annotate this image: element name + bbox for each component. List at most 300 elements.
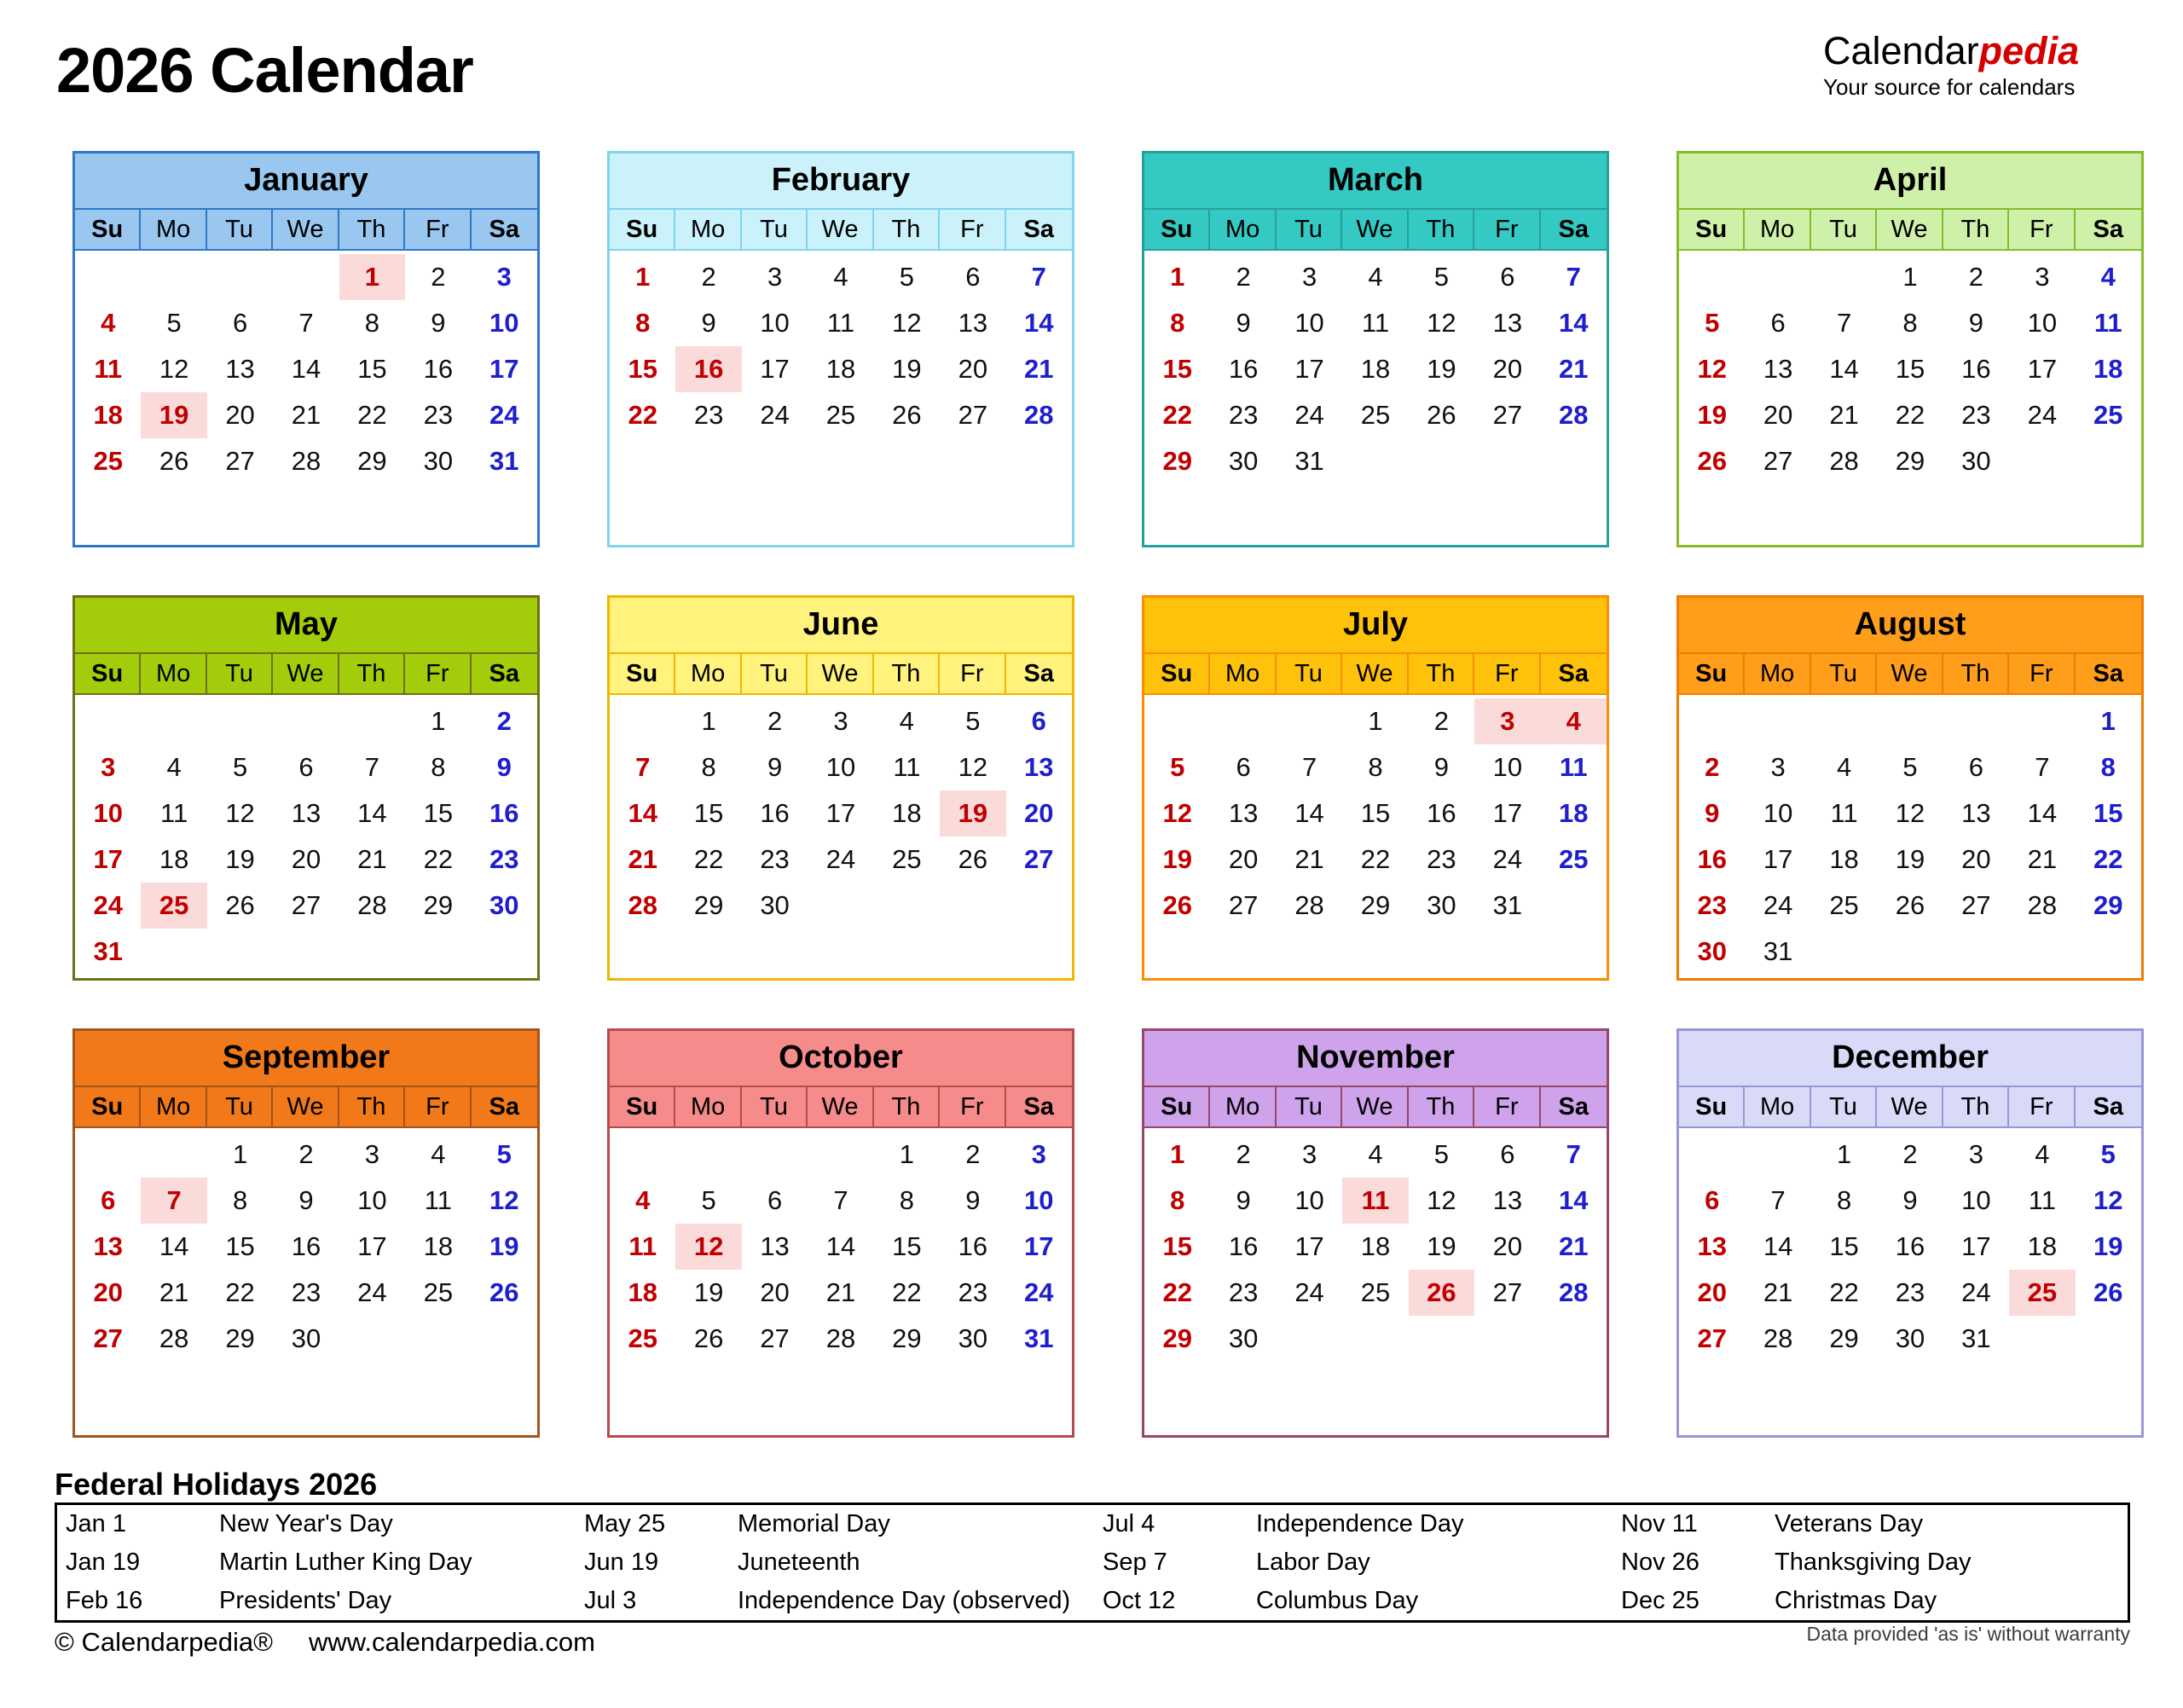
- date-cell: 17: [825, 798, 856, 828]
- weekday-label: We: [273, 654, 339, 693]
- date-cell: 8: [1368, 752, 1383, 782]
- date-cell: 15: [1360, 798, 1391, 828]
- date-cell: 16: [760, 798, 790, 828]
- weekday-label: Tu: [207, 654, 273, 693]
- date-cell: 13: [291, 798, 321, 828]
- weekday-label: Mo: [141, 210, 206, 249]
- date-cell: 7: [1566, 1139, 1581, 1169]
- date-cell: 7: [1301, 752, 1317, 782]
- weekday-label: We: [1877, 654, 1943, 693]
- date-cell: 4: [2100, 262, 2116, 292]
- date-cell: 6: [298, 752, 314, 782]
- date-cell: 18: [1559, 798, 1589, 828]
- date-cell: 10: [357, 1185, 387, 1215]
- month-title: January: [75, 153, 537, 210]
- weekday-label: Sa: [2093, 660, 2124, 687]
- date-cell: 5: [2100, 1139, 2116, 1169]
- month-title: June: [610, 598, 1072, 654]
- date-cell: 22: [225, 1277, 255, 1307]
- date-cell: 9: [1705, 798, 1720, 828]
- date-cell-empty: [141, 698, 206, 744]
- date-cell: 23: [1228, 400, 1259, 430]
- date-cell: 18: [93, 400, 123, 430]
- date-cell: 11: [424, 1185, 452, 1215]
- date-cell: 30: [958, 1323, 988, 1353]
- date-cell: 7: [141, 1178, 206, 1224]
- date-cell-empty: [1210, 698, 1276, 744]
- date-cell: 2: [767, 706, 783, 736]
- date-cell: 12: [2093, 1185, 2123, 1215]
- date-cell: 25: [93, 446, 123, 476]
- date-cell: 26: [1409, 1270, 1474, 1316]
- date-cell: 3: [1301, 1139, 1317, 1169]
- date-cell: 19: [2093, 1231, 2123, 1261]
- date-cell: 19: [940, 790, 1005, 837]
- weekday-row: [1144, 1087, 1607, 1128]
- weekday-label: Fr: [2009, 210, 2075, 249]
- federal-holidays-heading: Federal Holidays 2026: [55, 1467, 378, 1502]
- date-cell: 28: [2027, 890, 2058, 920]
- date-cell-empty: [1679, 254, 1745, 300]
- holiday-date: Dec 25: [1621, 1587, 1699, 1614]
- date-cell: 6: [232, 308, 248, 338]
- date-cell: 12: [1427, 1185, 1456, 1215]
- date-cell: 9: [701, 308, 716, 338]
- date-cell: 24: [489, 400, 519, 430]
- date-cell: 28: [628, 890, 657, 920]
- date-cell: 10: [93, 798, 123, 828]
- date-cell: 29: [1829, 1323, 1859, 1353]
- date-cell: 2: [1236, 262, 1251, 292]
- date-cell: 5: [1705, 308, 1720, 338]
- weekday-label: Su: [75, 210, 141, 249]
- holiday-name: Thanksgiving Day: [1775, 1549, 1972, 1576]
- weekday-label: Sa: [489, 660, 520, 687]
- month-may: [72, 595, 540, 981]
- date-cell: 19: [892, 354, 922, 384]
- weekday-label: Sa: [1023, 660, 1055, 687]
- date-cell-empty: [1811, 929, 1877, 975]
- date-cell: 20: [760, 1277, 790, 1307]
- date-cell: 17: [1024, 1231, 1054, 1261]
- date-cell: 3: [767, 262, 783, 292]
- date-cell: 6: [1968, 752, 1984, 782]
- date-cell: 28: [1294, 890, 1324, 920]
- weekday-row: [75, 654, 537, 695]
- date-cell: 27: [1697, 1323, 1727, 1353]
- date-cell: 18: [1360, 354, 1391, 384]
- date-cell: 17: [1961, 1231, 1991, 1261]
- date-cell: 22: [1162, 400, 1192, 430]
- date-cell: 11: [160, 798, 188, 828]
- date-cell: 22: [1360, 844, 1391, 874]
- date-cell: 7: [364, 752, 380, 782]
- date-cell: 21: [628, 844, 657, 874]
- date-cell-empty: [339, 929, 405, 975]
- date-cell: 19: [1697, 400, 1727, 430]
- date-cell: 26: [958, 844, 988, 874]
- footer-copyright: [55, 1627, 595, 1658]
- date-cell: 29: [1162, 1323, 1192, 1353]
- date-cell: 28: [159, 1323, 189, 1353]
- date-cell: 3: [1474, 698, 1540, 744]
- date-cell: 22: [1895, 400, 1925, 430]
- weekday-row: [1679, 1087, 2141, 1128]
- date-cell: 8: [431, 752, 446, 782]
- date-cell: 4: [833, 262, 848, 292]
- month-title: November: [1144, 1031, 1607, 1087]
- weekday-label: Fr: [940, 210, 1005, 249]
- date-cell: 4: [635, 1185, 651, 1215]
- date-cell: 14: [357, 798, 387, 828]
- holiday-date: Sep 7: [1103, 1549, 1167, 1576]
- date-cell: 30: [1895, 1323, 1925, 1353]
- date-cell-empty: [2009, 1316, 2075, 1362]
- weekday-label: We: [1342, 1087, 1408, 1126]
- date-cell: 10: [1961, 1185, 1991, 1215]
- date-cell: 22: [693, 844, 724, 874]
- date-cell: 6: [1500, 262, 1515, 292]
- weekday-label: Tu: [207, 1087, 273, 1126]
- weekday-label: Su: [610, 654, 675, 693]
- weekday-label: Fr: [1474, 210, 1540, 249]
- weekday-label: We: [1342, 654, 1408, 693]
- date-cell: 6: [1705, 1185, 1720, 1215]
- date-cell: 8: [364, 308, 380, 338]
- date-cell: 2: [1236, 1139, 1251, 1169]
- date-cell: 7: [635, 752, 651, 782]
- weekday-label: We: [273, 1087, 339, 1126]
- weekday-label: Fr: [940, 1087, 1005, 1126]
- date-cell: 23: [760, 844, 790, 874]
- date-cell: 17: [357, 1231, 387, 1261]
- date-cell: 25: [1360, 1277, 1391, 1307]
- holiday-name: Independence Day: [1256, 1510, 1464, 1537]
- month-august: [1676, 595, 2144, 981]
- date-cell: 25: [1829, 890, 1859, 920]
- holiday-name: Presidents' Day: [219, 1587, 392, 1614]
- date-cell: 30: [1961, 446, 1991, 476]
- date-cell: 27: [225, 446, 255, 476]
- weekday-label: Mo: [1745, 210, 1810, 249]
- month-december: [1676, 1028, 2144, 1438]
- date-cell: 11: [826, 308, 855, 338]
- holiday-name: Veterans Day: [1775, 1510, 1924, 1537]
- weekday-label: Sa: [489, 1093, 520, 1120]
- date-cell: 19: [693, 1277, 724, 1307]
- date-cell: 18: [2027, 1231, 2058, 1261]
- holiday-date: Nov 26: [1621, 1549, 1699, 1576]
- date-cell: 19: [225, 844, 255, 874]
- holiday-date: Jan 19: [66, 1549, 141, 1576]
- date-cell: 30: [1697, 936, 1727, 966]
- date-cell-empty: [1342, 1316, 1408, 1362]
- date-cell: 13: [958, 308, 988, 338]
- date-cell: 21: [2027, 844, 2058, 874]
- date-cell: 3: [1770, 752, 1786, 782]
- month-february: [607, 151, 1074, 547]
- date-cell: 4: [1368, 1139, 1383, 1169]
- weekday-label: Sa: [2093, 216, 2124, 243]
- date-cell: 29: [2093, 890, 2123, 920]
- date-cell: 25: [628, 1323, 657, 1353]
- date-cell: 13: [760, 1231, 790, 1261]
- weekday-label: Sa: [2093, 1093, 2124, 1120]
- website-link[interactable]: www.calendarpedia.com: [308, 1627, 595, 1657]
- date-cell: 13: [93, 1231, 123, 1261]
- date-cell: 21: [1559, 1231, 1589, 1261]
- date-cell-empty: [273, 254, 339, 300]
- date-cell: 4: [2035, 1139, 2050, 1169]
- logo-wordmark: [1823, 29, 2157, 73]
- date-cell-empty: [1409, 1316, 1474, 1362]
- date-cell: 1: [1170, 262, 1185, 292]
- date-cell: 12: [675, 1224, 741, 1270]
- date-cell: 27: [93, 1323, 123, 1353]
- date-cell: 24: [2027, 400, 2058, 430]
- date-cell: 21: [291, 400, 321, 430]
- holiday-name: Columbus Day: [1256, 1587, 1419, 1614]
- weekday-label: Th: [874, 654, 940, 693]
- logo-tagline: Your source for calendars: [1823, 74, 2076, 100]
- weekday-label: Fr: [2009, 654, 2075, 693]
- date-cell: 26: [159, 446, 189, 476]
- date-cell: 12: [1427, 308, 1456, 338]
- date-cell: 2: [1968, 262, 1984, 292]
- holiday-date: Jul 4: [1103, 1510, 1155, 1537]
- date-cell-empty: [808, 1132, 873, 1178]
- date-cell: 24: [1294, 1277, 1324, 1307]
- date-cell: 10: [1492, 752, 1523, 782]
- weekday-label: Sa: [1558, 1093, 1589, 1120]
- date-cell: 20: [291, 844, 321, 874]
- date-cell: 28: [1763, 1323, 1793, 1353]
- date-cell: 17: [1492, 798, 1523, 828]
- date-cell: 21: [357, 844, 387, 874]
- weekday-label: We: [1877, 1087, 1943, 1126]
- date-cell: 1: [1836, 1139, 1852, 1169]
- date-cell: 1: [1368, 706, 1383, 736]
- holiday-name: Martin Luther King Day: [219, 1549, 472, 1576]
- date-cell: 12: [159, 354, 189, 384]
- date-cell: 27: [1228, 890, 1259, 920]
- date-cell: 5: [1433, 1139, 1450, 1169]
- month-title: March: [1144, 153, 1607, 210]
- date-cell: 21: [159, 1277, 189, 1307]
- date-cell: 18: [2093, 354, 2123, 384]
- date-cell: 26: [892, 400, 922, 430]
- date-cell: 28: [1829, 446, 1859, 476]
- date-cell: 9: [965, 1185, 981, 1215]
- date-cell: 20: [1763, 400, 1793, 430]
- date-cell: 2: [431, 262, 446, 292]
- date-cell: 17: [489, 354, 519, 384]
- date-cell: 28: [357, 890, 387, 920]
- date-cell: 10: [2027, 308, 2058, 338]
- date-cell: 25: [2093, 400, 2123, 430]
- date-cell: 19: [1162, 844, 1192, 874]
- date-cell: 18: [423, 1231, 454, 1261]
- date-cell: 9: [298, 1185, 314, 1215]
- date-cell: 15: [892, 1231, 922, 1261]
- date-cell: 14: [1294, 798, 1324, 828]
- date-cell: 1: [1902, 262, 1918, 292]
- weekday-label: Tu: [1277, 210, 1342, 249]
- date-cell-empty: [339, 1316, 405, 1362]
- date-cell-empty: [472, 929, 537, 975]
- date-cell: 3: [1301, 262, 1317, 292]
- date-cell: 22: [1162, 1277, 1192, 1307]
- weekday-label: Tu: [1811, 1087, 1877, 1126]
- month-april: [1676, 151, 2144, 547]
- weekday-row: [75, 1087, 537, 1128]
- weekday-label: Su: [610, 210, 675, 249]
- date-cell-empty: [1745, 1132, 1810, 1178]
- date-cell: 29: [357, 446, 387, 476]
- date-cell: 7: [2035, 752, 2050, 782]
- weekday-label: Tu: [1277, 654, 1342, 693]
- date-cell: 31: [1024, 1323, 1054, 1353]
- weekday-label: Th: [1409, 1087, 1474, 1126]
- dates-grid: [1679, 251, 2141, 484]
- date-cell-empty: [874, 883, 940, 929]
- date-cell: 11: [628, 1231, 657, 1261]
- weekday-label: We: [808, 1087, 873, 1126]
- date-cell-empty: [141, 929, 206, 975]
- logo-brand-red: pedia: [1978, 29, 2080, 72]
- date-cell: 30: [1427, 890, 1456, 920]
- date-cell: 9: [1902, 1185, 1918, 1215]
- date-cell: 2: [1433, 706, 1450, 736]
- date-cell: 1: [232, 1139, 248, 1169]
- date-cell: 21: [1763, 1277, 1793, 1307]
- date-cell: 6: [1031, 706, 1046, 736]
- weekday-label: Fr: [1474, 1087, 1540, 1126]
- date-cell-empty: [75, 254, 141, 300]
- holiday-date: Nov 11: [1621, 1510, 1698, 1537]
- date-cell: 4: [1836, 752, 1852, 782]
- weekday-row: [610, 1087, 1072, 1128]
- weekday-label: Mo: [141, 654, 206, 693]
- date-cell: 3: [496, 262, 512, 292]
- month-june: [607, 595, 1074, 981]
- weekday-label: Su: [1144, 1087, 1210, 1126]
- date-cell: 29: [892, 1323, 922, 1353]
- date-cell: 21: [1024, 354, 1054, 384]
- dates-grid: [75, 251, 537, 484]
- date-cell: 24: [760, 400, 790, 430]
- date-cell: 29: [423, 890, 454, 920]
- weekday-label: Th: [874, 1087, 940, 1126]
- date-cell-empty: [1679, 1132, 1745, 1178]
- date-cell: 8: [232, 1185, 248, 1215]
- date-cell: 5: [496, 1139, 512, 1169]
- date-cell: 26: [1895, 890, 1925, 920]
- weekday-label: Mo: [675, 210, 741, 249]
- date-cell: 11: [2028, 1185, 2056, 1215]
- date-cell: 16: [1228, 1231, 1259, 1261]
- date-cell-empty: [1277, 1316, 1342, 1362]
- date-cell: 22: [423, 844, 454, 874]
- date-cell: 28: [825, 1323, 856, 1353]
- date-cell: 7: [833, 1185, 848, 1215]
- date-cell-empty: [1745, 698, 1810, 744]
- date-cell-empty: [1943, 929, 2009, 975]
- weekday-label: Fr: [405, 210, 471, 249]
- date-cell: 17: [760, 354, 790, 384]
- footer-disclaimer: Data provided 'as is' without warranty: [1806, 1623, 2130, 1645]
- date-cell: 8: [1836, 1185, 1852, 1215]
- date-cell: 24: [93, 890, 123, 920]
- date-cell: 6: [1236, 752, 1251, 782]
- date-cell: 5: [1170, 752, 1185, 782]
- holiday-row: [57, 1505, 2128, 1543]
- date-cell: 13: [1763, 354, 1793, 384]
- date-cell: 15: [628, 354, 657, 384]
- date-cell: 26: [1427, 400, 1456, 430]
- date-cell: 27: [1492, 1277, 1523, 1307]
- date-cell: 18: [1829, 844, 1859, 874]
- date-cell: 30: [1228, 446, 1259, 476]
- date-cell: 25: [1559, 844, 1589, 874]
- date-cell: 21: [1559, 354, 1589, 384]
- date-cell: 12: [958, 752, 988, 782]
- date-cell: 1: [701, 706, 716, 736]
- date-cell-empty: [141, 1132, 206, 1178]
- calendarpedia-logo: [1823, 29, 2157, 101]
- month-title: February: [610, 153, 1072, 210]
- date-cell: 7: [1836, 308, 1852, 338]
- date-cell-empty: [207, 698, 273, 744]
- date-cell: 27: [1763, 446, 1793, 476]
- date-cell: 16: [423, 354, 454, 384]
- weekday-label: Mo: [1210, 654, 1276, 693]
- weekday-label: Su: [75, 1087, 141, 1126]
- date-cell: 17: [93, 844, 123, 874]
- date-cell: 8: [899, 1185, 915, 1215]
- date-cell: 10: [1763, 798, 1793, 828]
- holiday-date: Oct 12: [1103, 1587, 1176, 1614]
- weekday-label: We: [808, 210, 873, 249]
- date-cell: 23: [1697, 890, 1727, 920]
- month-january: [72, 151, 540, 547]
- date-cell: 20: [958, 354, 988, 384]
- date-cell: 27: [760, 1323, 790, 1353]
- holiday-date: Jul 3: [584, 1587, 637, 1614]
- date-cell: 14: [1559, 308, 1589, 338]
- weekday-label: Mo: [675, 654, 741, 693]
- date-cell: 15: [1829, 1231, 1859, 1261]
- date-cell: 4: [101, 308, 116, 338]
- date-cell: 16: [489, 798, 519, 828]
- date-cell: 25: [825, 400, 856, 430]
- weekday-row: [610, 210, 1072, 251]
- date-cell: 2: [1705, 752, 1720, 782]
- date-cell-empty: [405, 929, 471, 975]
- date-cell: 22: [357, 400, 387, 430]
- month-title: May: [75, 598, 537, 654]
- date-cell: 30: [1228, 1323, 1259, 1353]
- date-cell: 23: [291, 1277, 321, 1307]
- weekday-label: Th: [339, 654, 405, 693]
- date-cell: 3: [364, 1139, 380, 1169]
- date-cell-empty: [610, 698, 675, 744]
- date-cell: 15: [693, 798, 724, 828]
- date-cell: 14: [2027, 798, 2058, 828]
- date-cell: 8: [2100, 752, 2116, 782]
- date-cell-empty: [75, 1132, 141, 1178]
- date-cell: 19: [1427, 1231, 1456, 1261]
